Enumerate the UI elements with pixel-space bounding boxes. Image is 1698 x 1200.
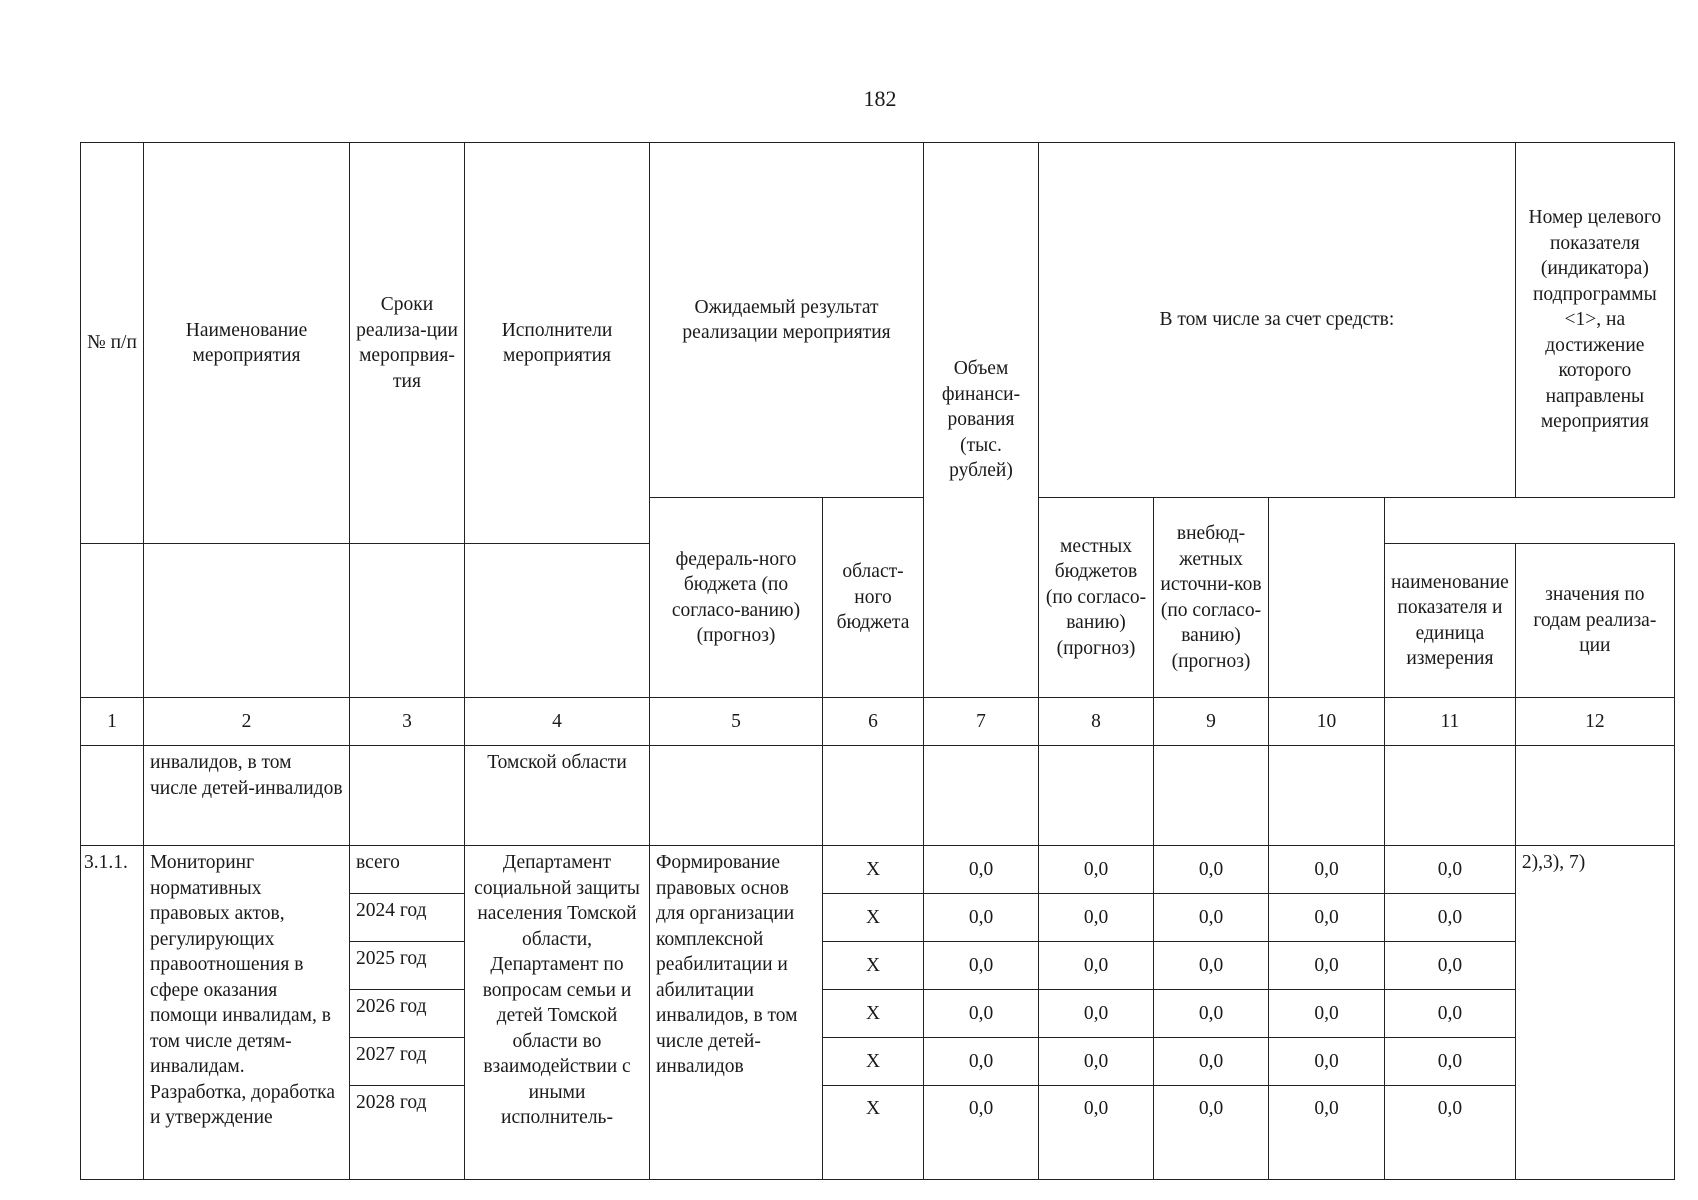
colnum-11: 11 (1385, 698, 1516, 746)
header-extrabudget: внебюд-жетных источни-ков (по согласо-ванию) (прогноз) (1154, 498, 1269, 698)
activity-executors: Департамент социальной защиты населения Томской области, Департамент по вопросам семьи и детей Томской области во взаимодействии с иными исполнитель- (465, 846, 650, 1180)
colnum-9: 9 (1154, 698, 1269, 746)
cont-c12 (1515, 746, 1674, 846)
federal-cell: 0,0 (1039, 1086, 1154, 1180)
cont-c9 (1154, 746, 1269, 846)
header-num-ext (465, 544, 650, 698)
colnum-1: 1 (81, 698, 144, 746)
activity-result: Формирование правовых основ для организации комплексной реабилитации и абилитации инвалидов, в том числе детей-инвалидов (650, 846, 823, 1180)
cont-name: инвалидов, в том числе детей-инвалидов (144, 746, 350, 846)
extra-cell: 0,0 (1385, 1086, 1516, 1180)
header-indicator-values: значения по годам реализа-ции (1515, 544, 1674, 698)
extra-cell: 0,0 (1385, 846, 1516, 894)
colnum-5: 5 (650, 698, 823, 746)
volume-cell: 0,0 (924, 1038, 1039, 1086)
header-name-ext (81, 544, 144, 698)
header-incl-sources: В том числе за счет средств: (1039, 143, 1516, 498)
regional-cell: 0,0 (1154, 990, 1269, 1038)
header-executors: Исполнители мероприятия (465, 143, 650, 544)
local-cell: 0,0 (1269, 1038, 1385, 1086)
extra-cell: 0,0 (1385, 942, 1516, 990)
local-cell: 0,0 (1269, 990, 1385, 1038)
column-numbers-row (81, 698, 1675, 746)
header-volume: Объем финанси-рования (тыс. рублей) (924, 143, 1039, 698)
activity-row (81, 846, 1675, 894)
period-cell: 2027 год (350, 1038, 465, 1086)
regional-cell: 0,0 (1154, 1038, 1269, 1086)
header-indicator-name: наименование показателя и единица измерения (1385, 544, 1516, 698)
cont-c7 (924, 746, 1039, 846)
cont-terms (350, 746, 465, 846)
period-cell: 2024 год (350, 894, 465, 942)
local-cell: 0,0 (1269, 846, 1385, 894)
header-terms-ext (144, 544, 350, 698)
header-executors-ext (350, 544, 465, 698)
extra-cell: 0,0 (1385, 894, 1516, 942)
value-cell: X (823, 942, 924, 990)
volume-cell: 0,0 (924, 990, 1039, 1038)
value-cell: X (823, 1038, 924, 1086)
regional-cell: 0,0 (1154, 846, 1269, 894)
continuation-row (81, 746, 1675, 846)
cont-c11 (1385, 746, 1516, 846)
header-federal: федераль-ного бюджета (по согласо-ванию) (прогноз) (650, 498, 823, 698)
federal-cell: 0,0 (1039, 894, 1154, 942)
cont-c5 (650, 746, 823, 846)
header-target-number: Номер целевого показателя (индикатора) подпрограммы <1>, на достижение которого направлены мероприятия (1515, 143, 1674, 498)
period-cell: 2026 год (350, 990, 465, 1038)
activities-table (80, 142, 1675, 1180)
activity-num: 3.1.1. (81, 846, 144, 1180)
local-cell: 0,0 (1269, 1086, 1385, 1180)
header-target-blank (1269, 498, 1385, 698)
page-number: 182 (863, 86, 897, 111)
cont-c8 (1039, 746, 1154, 846)
colnum-2: 2 (144, 698, 350, 746)
value-cell: X (823, 1086, 924, 1180)
federal-cell: 0,0 (1039, 942, 1154, 990)
regional-cell: 0,0 (1154, 942, 1269, 990)
regional-cell: 0,0 (1154, 894, 1269, 942)
header-regional: област-ного бюджета (823, 498, 924, 698)
activity-name: Мониторинг нормативных правовых актов, регулирующих правоотношения в сфере оказания помощи инвалидам, в том числе детям-инвалидам. Разработка, доработка и утверждение (144, 846, 350, 1180)
cont-c10 (1269, 746, 1385, 846)
local-cell: 0,0 (1269, 942, 1385, 990)
extra-cell: 0,0 (1385, 1038, 1516, 1086)
local-cell: 0,0 (1269, 894, 1385, 942)
colnum-7: 7 (924, 698, 1039, 746)
volume-cell: 0,0 (924, 894, 1039, 942)
federal-cell: 0,0 (1039, 846, 1154, 894)
regional-cell: 0,0 (1154, 1086, 1269, 1180)
colnum-3: 3 (350, 698, 465, 746)
extra-cell: 0,0 (1385, 990, 1516, 1038)
colnum-10: 10 (1269, 698, 1385, 746)
period-cell: всего (350, 846, 465, 894)
colnum-12: 12 (1515, 698, 1674, 746)
volume-cell: 0,0 (924, 846, 1039, 894)
colnum-8: 8 (1039, 698, 1154, 746)
period-cell: 2028 год (350, 1086, 465, 1180)
cont-c6 (823, 746, 924, 846)
header-name: Наименование мероприятия (144, 143, 350, 544)
colnum-4: 4 (465, 698, 650, 746)
volume-cell: 0,0 (924, 1086, 1039, 1180)
header-expected-result: Ожидаемый результат реализации мероприятия (650, 143, 924, 498)
value-cell: X (823, 894, 924, 942)
header-local: местных бюджетов (по согласо-ванию) (прогноз) (1039, 498, 1154, 698)
value-cell: X (823, 846, 924, 894)
header-num: № п/п (81, 143, 144, 544)
federal-cell: 0,0 (1039, 990, 1154, 1038)
value-cell: X (823, 990, 924, 1038)
federal-cell: 0,0 (1039, 1038, 1154, 1086)
volume-cell: 0,0 (924, 942, 1039, 990)
header-terms: Сроки реализа-ции меропрвия-тия (350, 143, 465, 544)
cont-executors: Томской области (465, 746, 650, 846)
colnum-6: 6 (823, 698, 924, 746)
period-cell: 2025 год (350, 942, 465, 990)
cont-num (81, 746, 144, 846)
header-row-1 (81, 143, 1675, 498)
activity-target: 2),3), 7) (1515, 846, 1674, 1180)
